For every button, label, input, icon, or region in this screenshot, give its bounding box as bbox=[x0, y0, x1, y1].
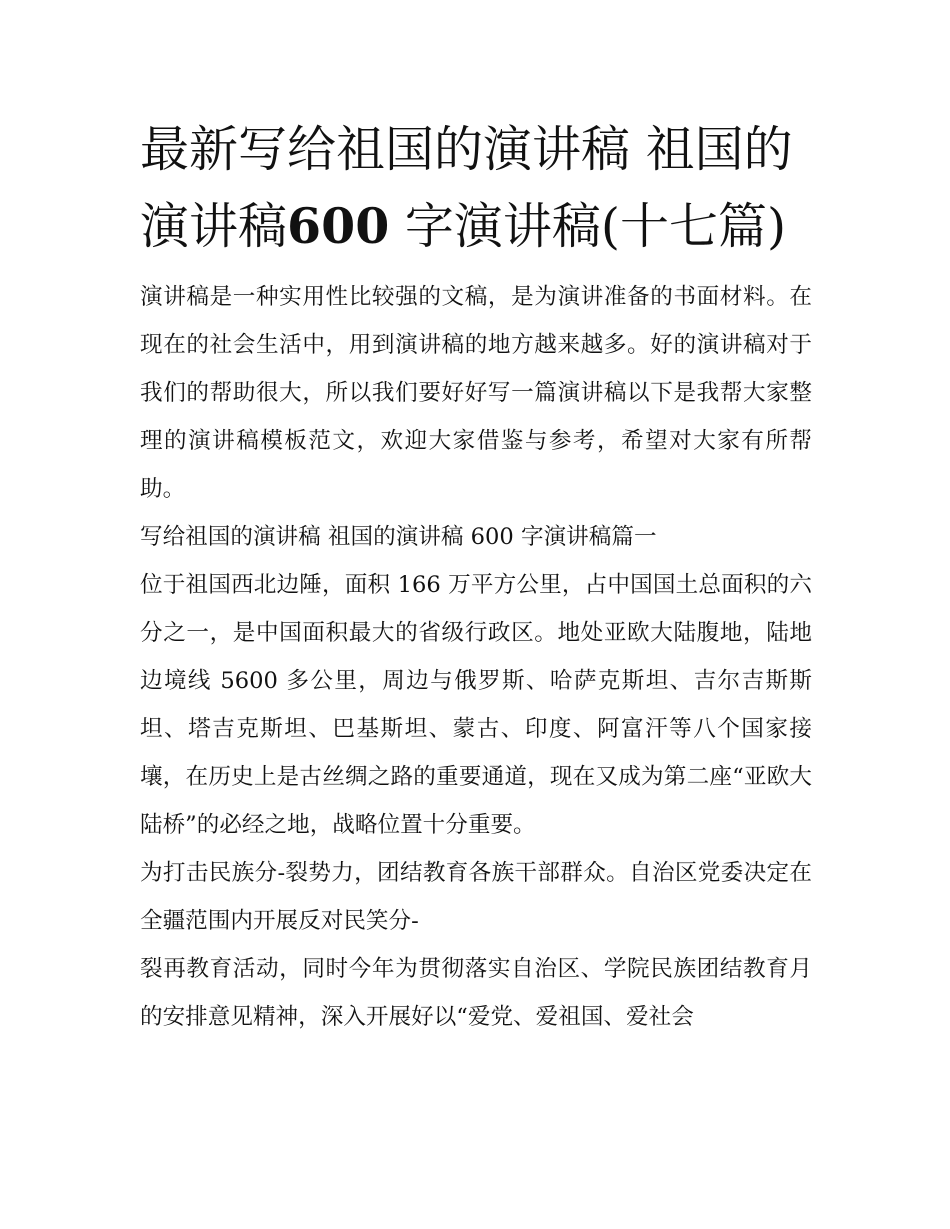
document-title bbox=[140, 112, 812, 265]
title-text-part2: 字演讲稿(十七篇) bbox=[404, 198, 787, 255]
body-paragraph-3: 裂再教育活动，同时今年为贯彻落实自治区、学院民族团结教育月的安排意见精神，深入开展好以“爱党、爱祖国、爱社会 bbox=[140, 956, 812, 1030]
section-heading: 写给祖国的演讲稿 祖国的演讲稿 600 字演讲稿篇一 bbox=[140, 524, 657, 550]
body-paragraph-2: 为打击民族分-裂势力，团结教育各族干部群众。自治区党委决定在全疆范围内开展反对民笑分- bbox=[140, 860, 812, 934]
body-paragraph-1: 位于祖国西北边陲，面积 166 万平方公里，占中国国土总面积的六分之一，是中国面积最大的省级行政区。地处亚欧大陆腹地，陆地边境线 5600 多公里，周边与俄罗斯、哈萨克斯坦、吉尔吉斯斯坦、塔吉克斯坦、巴基斯坦、蒙古、印度、阿富汗等八个国家接壤，在历史上是古丝绸之路的重要通道，现在又成为第二座“亚欧大陆桥”的必经之地，战略位置十分重要。 bbox=[140, 572, 812, 838]
title-text-part1: 最新写给祖国的演讲稿 祖国的演讲稿 bbox=[140, 121, 793, 255]
title-number: 600 bbox=[287, 197, 390, 255]
document-body bbox=[140, 112, 812, 1041]
intro-paragraph: 演讲稿是一种实用性比较强的文稿，是为演讲准备的书面材料。在现在的社会生活中，用到演讲稿的地方越来越多。好的演讲稿对于我们的帮助很大，所以我们要好好写一篇演讲稿以下是我帮大家整理的演讲稿模板范文，欢迎大家借鉴与参考，希望对大家有所帮助。 bbox=[140, 284, 812, 502]
